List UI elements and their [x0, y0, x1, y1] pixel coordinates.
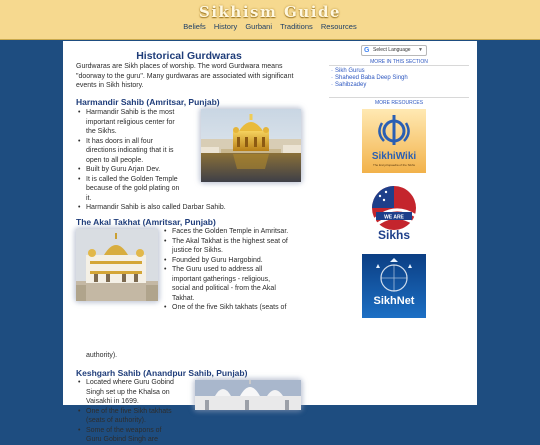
nav-beliefs[interactable]: Beliefs [183, 22, 206, 31]
nav-gurbani[interactable]: Gurbani [245, 22, 273, 31]
list-item: • Some of the weapons of [76, 426, 201, 436]
section-links [331, 68, 408, 89]
site-logo[interactable]: Sikhism Guide [198, 3, 341, 21]
akal-takhat-facts [162, 227, 312, 313]
divider [329, 97, 469, 98]
link-sikh-gurus[interactable]: · Sikh Gurus [331, 68, 408, 75]
section-title-keshgarh-sahib: Keshgarh Sahib (Anandpur Sahib, Punjab) [76, 368, 248, 378]
content-page [63, 41, 477, 443]
sikhs-text: Sikhs [377, 228, 411, 242]
list-item: • One of the five Sikh takhats [76, 407, 201, 417]
more-in-section-heading: MORE IN THIS SECTION [370, 59, 428, 65]
list-item: social and political - from the Akal [172, 285, 276, 292]
list-item: open to all people. [86, 156, 144, 164]
section-title-harmandir-sahib: Harmandir Sahib (Amritsar, Punjab) [76, 97, 220, 107]
intro-paragraph: Gurdwaras are Sikh places of worship. The word Gurdwara means "doorway to the guru". Many gurdwaras are associated with significant events in Sikh history. [76, 63, 294, 89]
select-language-dropdown[interactable] [361, 45, 427, 56]
dropdown-arrow-icon: ▼ [418, 47, 423, 53]
google-g-icon: G [364, 47, 370, 54]
keshgarh-sahib-photo [195, 380, 301, 410]
link-shaheed-baba-deep-singh[interactable]: · Shaheed Baba Deep Singh [331, 75, 408, 82]
main-content [63, 41, 315, 443]
nav-traditions[interactable]: Traditions [280, 22, 313, 31]
we-are-text: WE ARE [384, 214, 404, 221]
list-item: Singh set up the Khalsa on [86, 388, 170, 396]
divider [329, 65, 469, 66]
sikhnet-logo-text: SikhNet [373, 295, 415, 307]
sikhiwiki-banner[interactable] [362, 109, 426, 173]
list-item: • Located where Guru Gobind [76, 378, 201, 388]
list-item: • Built by Guru Arjan Dev. [76, 165, 201, 175]
list-item: justice for Sikhs. [172, 247, 223, 254]
list-item: • Harmandir Sahib is also called Darbar Sahib. [76, 203, 201, 213]
list-item: • The Akal Takhat is the highest seat of [162, 237, 312, 247]
list-item: • It has doors in all four [76, 137, 201, 147]
we-are-sikhs-banner[interactable] [362, 182, 426, 246]
list-item: • Harmandir Sahib is the most [76, 108, 201, 118]
sikhnet-banner[interactable] [362, 254, 426, 318]
sidebar [321, 41, 477, 405]
sikhiwiki-logo-text: SikhiWiki [371, 151, 417, 162]
page-title: Historical Gurdwaras [136, 50, 242, 62]
list-item: important gatherings - religious, [172, 275, 271, 283]
main-nav [0, 22, 540, 31]
nav-resources[interactable]: Resources [320, 22, 357, 31]
list-item: • Faces the Golden Temple in Amritsar. [162, 227, 312, 237]
list-item: • The Guru used to address all [162, 265, 312, 275]
list-item: directions indicating that it is [86, 147, 174, 154]
link-sahibzadey[interactable]: · Sahibzadey [331, 82, 408, 89]
list-item: • It is called the Golden Temple [76, 175, 201, 185]
list-item: • Founded by Guru Hargobind. [162, 256, 312, 266]
more-resources-heading: MORE RESOURCES [374, 100, 424, 106]
golden-temple-photo [201, 109, 301, 182]
select-language-label: Select Language [373, 47, 411, 53]
section-title-akal-takhat: The Akal Takhat (Amritsar, Punjab) [76, 217, 216, 227]
akal-takhat-photo [76, 229, 158, 301]
harmandir-sahib-facts [76, 108, 226, 213]
list-item: • One of the five Sikh takhats (seats of [162, 303, 312, 313]
nav-history[interactable]: History [213, 22, 238, 31]
keshgarh-sahib-facts [76, 378, 201, 445]
list-item: Vaisakhi in 1699. [86, 398, 139, 405]
list-item: (seats of authority). [86, 417, 146, 424]
site-header [0, 0, 540, 40]
list-item: Guru Gobind Singh are [86, 436, 158, 443]
list-item: Takhat. [172, 294, 195, 302]
list-item: it. [86, 194, 92, 202]
sikhiwiki-tagline: The Encyclopaedia of the Sikhs [372, 163, 416, 167]
list-item: the Sikhs. [86, 128, 117, 135]
list-item: because of the gold plating on [86, 185, 180, 192]
list-item: important religious center for [86, 118, 175, 126]
akal-takhat-tail: authority). [86, 352, 118, 359]
